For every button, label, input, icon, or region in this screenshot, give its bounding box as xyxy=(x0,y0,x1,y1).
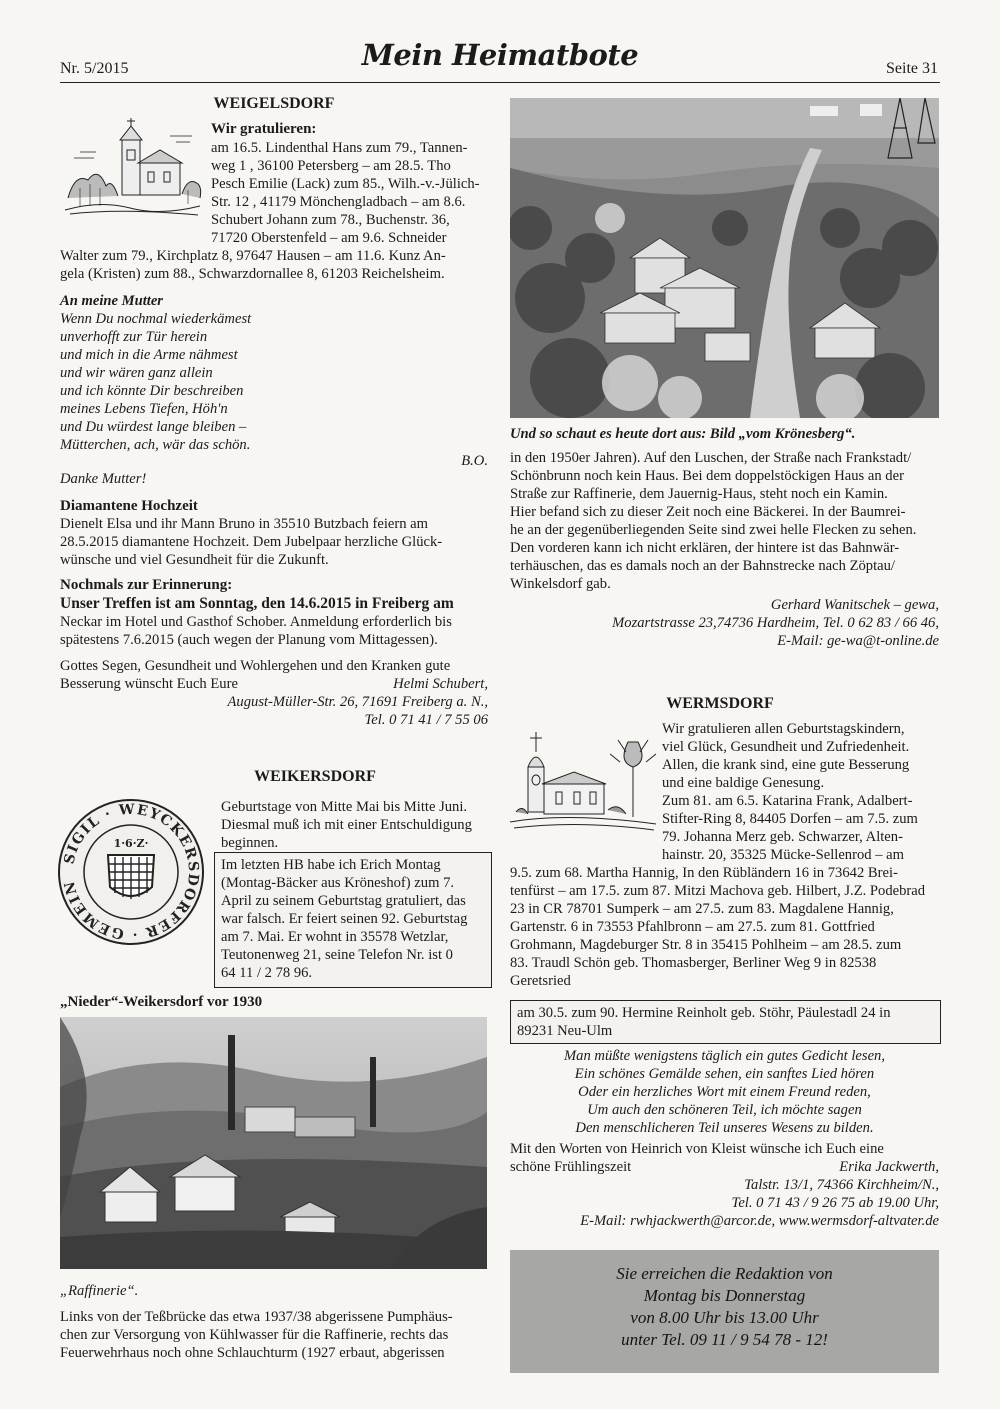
text-line: Besserung wünscht Euch Eure xyxy=(60,676,238,692)
poem-line: und wir wären ganz allein xyxy=(60,365,213,381)
text-line: Mit den Worten von Heinrich von Kleist wünsche ich Euch eine xyxy=(510,1141,884,1157)
text-line: beginnen. xyxy=(221,835,279,851)
poem-line: Wenn Du nochmal wiederkämest xyxy=(60,311,252,327)
weikersdorf-intro xyxy=(221,798,491,852)
text-line: Unser Treffen ist am Sonntag, den 14.6.2015 in Freiberg am xyxy=(60,595,454,612)
text-line: am 30.5. zum 90. Hermine Reinholt geb. Stöhr, Päulestadl 24 in xyxy=(517,1005,891,1021)
wermsdorf-intro xyxy=(662,720,939,792)
author-name: Gerhard Wanitschek – gewa, xyxy=(770,597,939,613)
text-line: Den vorderen kann ich nicht erklären, der hintere ist das Bahnwär- xyxy=(510,540,900,556)
poem-line: und ich könnte Dir beschreiben xyxy=(60,383,244,399)
text-line: Gartenstr. 6 in 73553 Pfahlbronn – am 27.5. zum 81. Gottfried xyxy=(510,919,875,935)
text-line: wünsche und viel Gesundheit für die Zukunft. xyxy=(60,552,329,568)
weigelsdorf-congrats-heading: Wir gratulieren: xyxy=(211,121,317,137)
text-line: 79. Johanna Merz geb. Schwarzer, Alten- xyxy=(662,829,903,845)
author-address: Mozartstrasse 23,74736 Hardheim, Tel. 0 62 83 / 66 46, xyxy=(612,615,939,631)
kleist-wish-line xyxy=(510,1140,939,1158)
weigelsdorf-birthdays-top xyxy=(211,139,488,247)
text-line: spätestens 7.6.2015 (auch wegen der Planung vom Mittagessen). xyxy=(60,632,438,648)
quote-line: Oder ein herzliches Wort mit einem Freund reden, xyxy=(578,1084,871,1100)
text-line: am 7. Mai. Er wohnt in 35578 Wetzlar, xyxy=(221,929,449,945)
weigelsdorf-signature xyxy=(260,675,488,693)
text-line: Schubert Johann zum 78., Buchenstr. 36, xyxy=(211,212,450,228)
text-line: hainstr. 20, 35325 Mücke-Sellenrod – am xyxy=(662,847,904,863)
text-line: terhäuschen, das es damals noch an der Bahnstrecke nach Zöptau/ xyxy=(510,558,895,574)
text-line: viel Glück, Gesundheit und Zufriedenheit. xyxy=(662,739,910,755)
text-line: 64 11 / 2 78 96. xyxy=(221,965,313,981)
wermsdorf-birthdays-top xyxy=(662,792,939,864)
modern-village-photo xyxy=(510,98,939,418)
correction-box xyxy=(214,852,492,988)
text-line: 89231 Neu-Ulm xyxy=(517,1023,613,1039)
quote-line: Den menschlicheren Teil unseres Wesens zu bilden. xyxy=(575,1120,874,1136)
text-line: Zum 81. am 6.5. Katarina Frank, Adalbert- xyxy=(662,793,913,809)
author-name: Erika Jackwerth, xyxy=(839,1159,939,1175)
wermsdorf-title: WERMSDORF xyxy=(666,695,774,712)
author-address: August-Müller-Str. 26, 71691 Freiberg a. N., xyxy=(227,694,488,710)
wermsdorf-signature xyxy=(660,1158,939,1212)
contact-line: unter Tel. 09 11 / 9 54 78 - 12! xyxy=(621,1330,828,1349)
church-sketch-image xyxy=(60,118,204,223)
seal-image xyxy=(56,797,206,947)
text-line: Feuerwehrhaus noch ohne Schlauchturm (1927 erbaut, abgerissen xyxy=(60,1345,445,1361)
text-line: Str. 12 , 41179 Mönchengladbach – am 8.6. xyxy=(211,194,466,210)
text-line: Walter zum 79., Kirchplatz 8, 97647 Hausen – am 11.6. Kunz An- xyxy=(60,248,446,264)
diamond-wedding-title: Diamantene Hochzeit xyxy=(60,498,198,514)
seal-ring-text: SIGIL · WEYCKERSDORFER · GEMEIN xyxy=(61,801,202,943)
poem xyxy=(60,310,360,454)
wermsdorf-boxed-birthday xyxy=(510,1000,941,1044)
weikersdorf-title: WEIKERSDORF xyxy=(254,768,376,785)
author-phone: Tel. 0 71 43 / 9 26 75 ab 19.00 Uhr, xyxy=(731,1195,939,1211)
right-body-text xyxy=(510,449,939,593)
text-line: Geretsried xyxy=(510,973,571,989)
poem-author: B.O. xyxy=(461,453,488,469)
issue-number: Nr. 5/2015 xyxy=(60,60,129,77)
author-address: Talstr. 13/1, 74366 Kirchheim/N., xyxy=(744,1177,939,1193)
weikersdorf-body-text xyxy=(60,1308,488,1362)
text-line: Im letzten HB habe ich Erich Montag xyxy=(221,857,441,873)
historic-raffinerie-photo xyxy=(60,1017,487,1269)
quote-line: Man müßte wenigstens täglich ein gutes Gedicht lesen, xyxy=(564,1048,885,1064)
text-line: Pesch Emilie (Lack) zum 85., Wilh.-v.-Jülich- xyxy=(211,176,480,192)
poem-line: Mütterchen, ach, wär das schön. xyxy=(60,437,251,453)
author-phone: Tel. 0 71 41 / 7 55 06 xyxy=(364,712,488,728)
wermsdorf-church-sketch xyxy=(508,722,658,837)
historic-photo-caption: „Raffinerie“. xyxy=(60,1283,139,1299)
text-line: Schönbrunn noch kein Haus. Bei dem doppelstöckigen Haus an der xyxy=(510,468,904,484)
text-line: und eine baldige Genesung. xyxy=(662,775,825,791)
text-line: weg 1 , 36100 Petersberg – am 28.5. Tho xyxy=(211,158,451,174)
header-divider xyxy=(60,82,940,83)
reminder-text xyxy=(60,595,488,649)
text-line: 23 in CR 78701 Sumperk – am 27.5. zum 83. Magdalene Hannig, xyxy=(510,901,894,917)
text-line: Diesmal muß ich mit einer Entschuldigung xyxy=(221,817,472,833)
quote-line: Um auch den schöneren Teil, ich möchte sagen xyxy=(587,1102,862,1118)
text-line: he an der gegenüberliegenden Seite sind zwei helle Flecken zu sehen. xyxy=(510,522,917,538)
text-line: April zu seinem Geburtstag gratuliert, das xyxy=(221,893,466,909)
text-line: tenfürst – am 17.5. zum 87. Mitzi Machova geb. Hilbert, J.Z. Podebrad xyxy=(510,883,926,899)
page-number: Seite 31 xyxy=(886,60,938,77)
quote-line: Ein schönes Gemälde sehen, ein sanftes Lied hören xyxy=(574,1066,875,1082)
contact-line: Sie erreichen die Redaktion von xyxy=(616,1264,833,1283)
editorial-contact-box xyxy=(510,1250,939,1373)
text-line: Teutonenweg 21, seine Telefon Nr. ist 0 xyxy=(221,947,453,963)
thanks-line: Danke Mutter! xyxy=(60,471,147,487)
text-line: Grohmann, Magdeburger Str. 8 in 35415 Pohlheim – am 28.5. zum xyxy=(510,937,902,953)
modern-photo-caption: Und so schaut es heute dort aus: Bild „vom Krönesberg“. xyxy=(510,426,856,442)
weigelsdorf-birthdays-bottom xyxy=(60,247,488,283)
wermsdorf-birthdays-bottom xyxy=(510,864,939,990)
poem-line: meines Lebens Tiefen, Höh'n xyxy=(60,401,228,417)
poem-line: und mich in die Arme nähmest xyxy=(60,347,238,363)
text-line: Allen, die krank sind, eine gute Besserung xyxy=(662,757,910,773)
text-line: gela (Kristen) zum 88., Schwarzdornallee 8, 61203 Reichelsheim. xyxy=(60,266,445,282)
reminder-title: Nochmals zur Erinnerung: xyxy=(60,577,233,593)
author-name: Helmi Schubert, xyxy=(393,676,488,692)
right-signature xyxy=(510,596,939,650)
poem-line: und Du würdest lange bleiben – xyxy=(60,419,247,435)
contact-line: Montag bis Donnerstag xyxy=(643,1286,806,1305)
weigelsdorf-title: WEIGELSDORF xyxy=(213,95,335,112)
text-line: am 16.5. Lindenthal Hans zum 79., Tannen- xyxy=(211,140,468,156)
author-email: E-Mail: rwhjackwerth@arcor.de, www.wermsdorf-altvater.de xyxy=(580,1213,939,1229)
weigelsdorf-address-block xyxy=(160,693,488,729)
text-line: chen zur Versorgung von Kühlwasser für die Raffinerie, rechts das xyxy=(60,1327,449,1343)
text-line: in den 1950er Jahren). Auf den Luschen, der Straße nach Frankstadt/ xyxy=(510,450,912,466)
poem-line: unverhofft zur Tür herein xyxy=(60,329,208,345)
text-line: 83. Traudl Schön geb. Thomasberger, Berliner Weg 9 in 82538 xyxy=(510,955,877,971)
text-line: Dienelt Elsa und ihr Mann Bruno in 35510 Butzbach feiern am xyxy=(60,516,429,532)
text-line: Wir gratulieren allen Geburtstagskindern, xyxy=(662,721,905,737)
text-line: 9.5. zum 68. Martha Hannig, In den Rübländern 16 in 73642 Brei- xyxy=(510,865,898,881)
text-line: Stifter-Ring 8, 84405 Dorfen – am 7.5. zum xyxy=(662,811,918,827)
kleist-wish-line-2: schöne Frühlingszeit xyxy=(510,1159,632,1175)
text-line: 71720 Oberstenfeld – am 9.6. Schneider xyxy=(211,230,447,246)
wermsdorf-email-line xyxy=(510,1212,939,1230)
diamond-wedding-text xyxy=(60,515,488,569)
text-line: Hier befand sich zu dieser Zeit noch eine Bäckerei. In der Baumrei- xyxy=(510,504,906,520)
historic-photo-title: „Nieder“-Weikersdorf vor 1930 xyxy=(60,994,263,1010)
text-line: Geburtstage von Mitte Mai bis Mitte Juni. xyxy=(221,799,468,815)
text-line: (Montag-Bäcker aus Kröneshof) zum 7. xyxy=(221,875,455,891)
text-line: Neckar im Hotel und Gasthof Schober. Anmeldung erforderlich bis xyxy=(60,614,452,630)
text-line: war falsch. Er feiert seinen 92. Geburtstag xyxy=(221,911,468,927)
poem-title: An meine Mutter xyxy=(60,293,163,309)
contact-line: von 8.00 Uhr bis 13.00 Uhr xyxy=(630,1308,819,1327)
text-line: Links von der Teßbrücke das etwa 1937/38 abgerissene Pumphäus- xyxy=(60,1309,453,1325)
masthead-title: Mein Heimatbote xyxy=(361,38,639,72)
text-line: 28.5.2015 diamantene Hochzeit. Dem Jubelpaar herzliche Glück- xyxy=(60,534,443,550)
author-email: E-Mail: ge-wa@t-online.de xyxy=(777,633,939,649)
kleist-quote xyxy=(510,1047,939,1137)
seal-year: 1·6·Z· xyxy=(113,837,149,850)
text-line: Winkelsdorf gab. xyxy=(510,576,611,592)
text-line: Straße zur Raffinerie, dem Jauernig-Haus, steht noch ein Kamin. xyxy=(510,486,888,502)
text-line: Gottes Segen, Gesundheit und Wohlergehen und den Kranken gute xyxy=(60,658,451,674)
